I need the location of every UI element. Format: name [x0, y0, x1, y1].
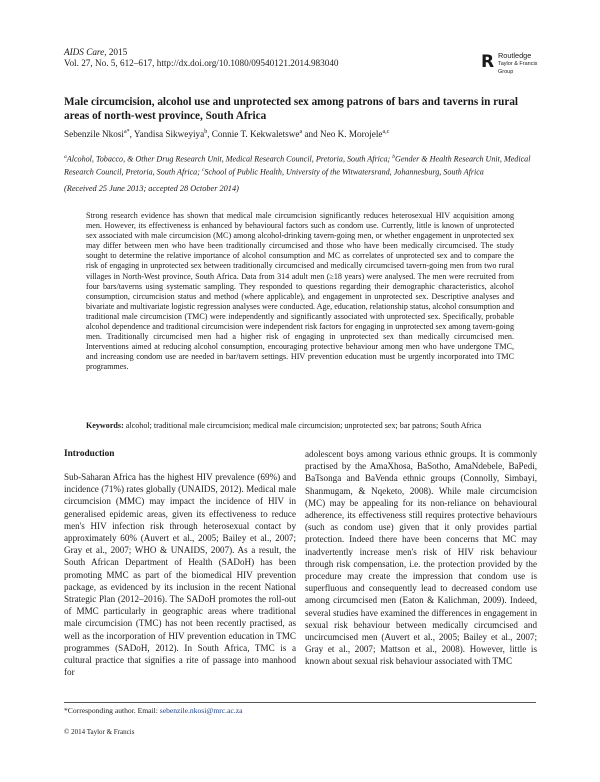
citation-line: Vol. 27, No. 5, 612–617, http://dx.doi.org/10.1080/09540121.2014.983040: [64, 58, 339, 68]
publisher-logo: [481, 50, 541, 75]
author-sup: a,c: [382, 129, 390, 135]
body-column-right: [305, 448, 537, 668]
affiliations: $^a$Alcohol, Tobacco, & Other Drug Research Unit, Medical Research Council, Pretoria, South Africa; $^b$Gender & Health Research Unit, Medical Research Council, Pretoria, South Africa; $^c$School of Public Health, University of the Witwatersrand, Johannesburg, South Africa: [64, 154, 531, 177]
author-sup: b: [204, 129, 208, 135]
corresponding-label: *Corresponding author. Email:: [64, 706, 160, 715]
author-name: Sebenzile Nkosi: [64, 129, 124, 140]
author-name: Neo K. Morojele: [320, 129, 383, 140]
keywords-list: alcohol; traditional male circumcision; medical male circumcision; unprotected sex; bar patrons; South Africa: [125, 421, 482, 430]
logo-line-2: Taylor & Francis Group: [498, 61, 538, 75]
section-heading-introduction: Introduction: [64, 449, 115, 459]
keywords-label: Keywords:: [86, 421, 124, 430]
affiliation-a: Alcohol, Tobacco, & Other Drug Research Unit, Medical Research Council, Pretoria, South Africa;: [66, 154, 391, 164]
logo-line-1: Routledge: [498, 51, 532, 60]
journal-year: , 2015: [104, 47, 128, 57]
body-column-left: [64, 448, 296, 678]
journal-name: AIDS Care: [64, 47, 105, 57]
author-name: Connie T. Kekwaletswe: [211, 129, 300, 140]
affiliation-b: Gender & Health Research Unit, Medical Research Council, Pretoria, South Africa;: [64, 154, 531, 177]
article-title: Male circumcision, alcohol use and unprotected sex among patrons of bars and taverns in rural areas of north-west province, South Africa: [64, 96, 519, 122]
author-email-link[interactable]: sebenzile.nkosi@mrc.ac.za: [159, 706, 243, 715]
author-name: Yandisa Sikweyiya: [133, 129, 205, 140]
intro-paragraph-left: Sub-Saharan Africa has the highest HIV prevalence (69%) and incidence (71%) rates globally (UNAIDS, 2012). Medical male circumcision (MMC) may impact the incidence of HIV in generalised epidemic areas, given its effectiveness to reduce men's HIV infection risk through heterosexual contact by approximately 60% (Auvert et al., 2005; Bailey et al., 2007; Gray et al., 2007; WHO & UNAIDS, 2007). As a result, the South African Department of Health (SADoH) has been promoting MMC as part of the biomedical HIV prevention package, as evidenced by its inclusion in the recent National Strategic Plan (2012–2016). The SADoH promotes the roll-out of MMC particularly in geographic areas where traditional male circumcision (TMC) has not been recently practised, as well as the incorporation of HIV prevention education in TMC programmes (SADoH, 2012). In South Africa, TMC is a cultural practice that signifies a rite of passage into manhood for: [64, 472, 296, 678]
footnote-divider: [64, 702, 536, 703]
received-dates: (Received 25 June 2013; accepted 28 October 2014): [64, 184, 239, 193]
author-sup: a*: [123, 129, 130, 135]
abstract: Strong research evidence has shown that medical male circumcision significantly reduces heterosexual HIV acquisition among men. However, its effectiveness is enhanced by behavioural factors such as condom use. Currently, little is known of unprotected sex associated with male circumcision (MC) among alcohol-drinking tavern-going men, or whether engagement in unprotected sex may differ between men who have been traditionally circumcised and those who have been medically circumcised. The study sought to determine the relative importance of alcohol consumption and MC as correlates of unprotected sex and to compare the risk of engaging in unprotected sex between traditionally circumcised and medically circumcised tavern-going men from two rural villages in North-West province, South Africa. Data from 314 adult men (≥18 years) were analysed. The men were recruited from four bars/taverns using systematic sampling. They responded to questions regarding their demographic characteristics, alcohol consumption, circumcision status and method (where applicable), and engagement in unprotected sex. Descriptive analyses and bivariate and multivariate logistic regression analyses were conducted. Age, education, relationship status, alcohol consumption and traditional male circumcision (TMC) were independently and significantly associated with unprotected sex. Specifically, probable alcohol dependence and traditional circumcision were independent risk factors for engaging in unprotected sex among tavern-going men. Traditionally circumcised men had a higher risk of engaging in unprotected sex than medically circumcised men. Interventions aimed at reducing alcohol consumption, encouraging protective behaviour among men who have undergone TMC, and increasing condom use are needed in bar/tavern settings. HIV prevention education must be urgently incorporated into TMC programmes.: [86, 211, 514, 372]
affiliation-c: School of Public Health, University of the Witwatersrand, Johannesburg, South Africa: [204, 167, 484, 177]
author-sup: a: [299, 129, 303, 135]
copyright-notice: © 2014 Taylor & Francis: [64, 728, 135, 736]
keywords: [86, 421, 514, 431]
journal-name-line: [64, 47, 339, 58]
author-list: Sebenzile Nkosi$^{a*}$, Yandisa Sikweyiya$^b$, Connie T. Kekwaletswe$^a$ and Neo K. Morojele$^{a,c}$: [64, 129, 390, 140]
routledge-r-icon: R: [481, 52, 495, 72]
corresponding-author-footnote: [64, 706, 242, 715]
intro-paragraph-right: adolescent boys among various ethnic groups. It is commonly practised by the AmaXhosa, BaSotho, AmaNdebele, BaPedi, BaTsonga and BaVenda ethnic groups (Connolly, Simbayi, Shanmugam, & Nqeketo, 2008). While male circumcision (MC) may be appealing for its non-reliance on behavioural adherence, its effectiveness still requires protective behaviours (such as condom use) given that it only provides partial protection. Indeed there have been concerns that MC may inadvertently increase men's risk of HIV risk behaviour through risk compensation, i.e. the protection provided by the procedure may create the impression that condom use is superfluous and consequently lead to decreased condom use among circumcised men (Eaton & Kalichman, 2009). Indeed, several studies have examined the differences in engagement in sexual risk behaviour between medically circumcised and uncircumcised men (Auvert et al., 2005; Bailey et al., 2007; Gray et al., 2007; Mattson et al., 2008). However, little is known about sexual risk behaviour associated with TMC: [305, 449, 537, 667]
publisher-logo-text: [498, 52, 541, 76]
journal-header: [64, 47, 339, 69]
